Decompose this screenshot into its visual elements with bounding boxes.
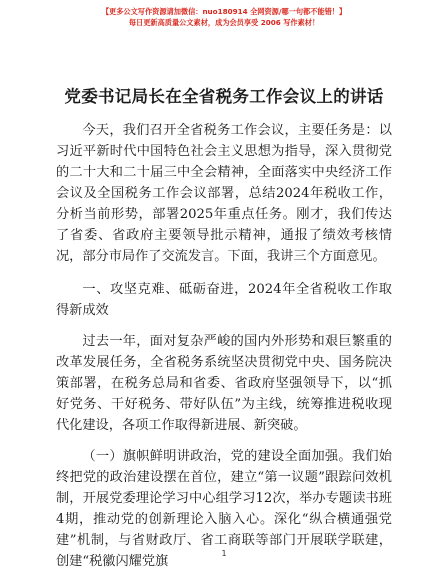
promo-line-1: 【更多公文写作资源请加微信：nuo180914 全网资源/哪一句都不能错！】 (101, 7, 347, 16)
section-heading-1: 一、攻坚克难、砥砺奋进，2024年全省税收工作取得新成效 (56, 282, 392, 318)
subsection-paragraph: （一）旗帜鲜明讲政治，党的建设全面加强。我们始终把党的政治建设摆在首位，建立“第一议题”跟踪问效机制，开展党委理论学习中心组学习12次，举办专题读书班4期，推动党的创新理论入脑入心。深化“纵合横通强党建”机制，与省财政厅、省工商联等部门开展联学联建，创建“税徽闪耀党旗 (56, 449, 392, 569)
page-number: 1 (221, 549, 227, 558)
document-title: 党委书记局长在全省税务工作会议上的讲话 (64, 87, 384, 106)
intro-paragraph: 今天，我们召开全省税务工作会议，主要任务是：以习近平新时代中国特色社会主义思想为指导，深入贯彻党的二十大和二十届三中全会精神，全面落实中央经济工作会议及全国税务工作会议部署，总结2024年税收工作，分析当前形势，部署2025年重点任务。刚才，我们传达了省委、省政府主要领导批示精神，通报了绩效考核情况，部分市局作了交流发言。下面，我讲三个方面意见。 (56, 123, 392, 264)
promo-line-2: 每日更新高质量公文素材，成为会员享受 2006 写作素材！ (128, 18, 320, 27)
document-body (56, 120, 392, 572)
body-paragraph: 过去一年，面对复杂严峻的国内外形势和艰巨繁重的改革发展任务，全省税务系统坚决贯彻党中央、国务院决策部署，在税务总局和省委、省政府坚强领导下，以“抓好党务、干好税务、带好队伍”为主线，统筹推进税收现代化建设，各项工作取得新进展、新突破。 (56, 334, 392, 433)
promo-banner (0, 6, 448, 28)
